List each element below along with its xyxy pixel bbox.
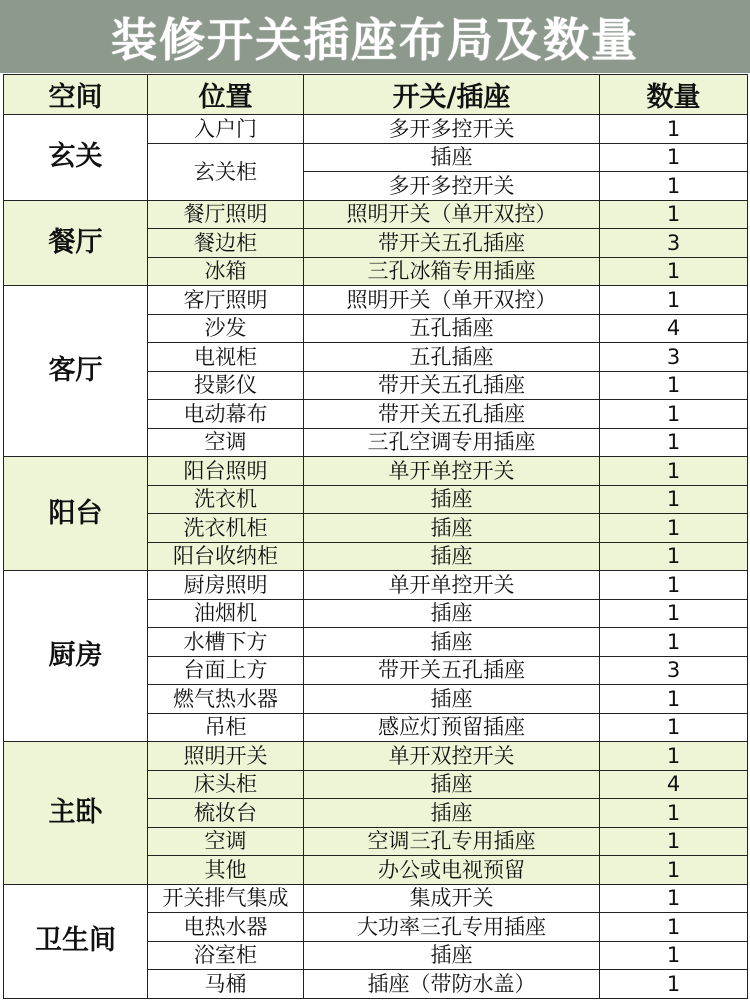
position-cell: 台面上方 — [148, 656, 304, 685]
type-cell: 照明开关（单开双控） — [304, 200, 600, 229]
type-cell: 感应灯预留插座 — [304, 713, 600, 742]
position-cell: 照明开关 — [148, 742, 304, 771]
type-cell: 空调三孔专用插座 — [304, 827, 600, 856]
type-cell: 多开多控开关 — [304, 172, 600, 201]
quantity-cell: 3 — [600, 656, 748, 685]
position-cell: 燃气热水器 — [148, 685, 304, 714]
table-row — [4, 742, 748, 771]
type-cell: 插座 — [304, 542, 600, 571]
position-cell: 电动幕布 — [148, 400, 304, 429]
quantity-cell: 1 — [600, 970, 748, 999]
position-cell: 洗衣机 — [148, 485, 304, 514]
position-cell: 吊柜 — [148, 713, 304, 742]
type-cell: 三孔冰箱专用插座 — [304, 257, 600, 286]
position-cell: 阳台收纳柜 — [148, 542, 304, 571]
space-cell: 卫生间 — [4, 884, 148, 998]
header-row — [4, 75, 748, 115]
quantity-cell: 1 — [600, 827, 748, 856]
position-cell: 客厅照明 — [148, 286, 304, 315]
type-cell: 插座 — [304, 770, 600, 799]
quantity-cell: 1 — [600, 884, 748, 913]
type-cell: 多开多控开关 — [304, 115, 600, 144]
table-body — [4, 115, 748, 999]
title-banner — [0, 0, 750, 73]
quantity-cell: 1 — [600, 742, 748, 771]
type-cell: 五孔插座 — [304, 314, 600, 343]
position-cell: 梳妆台 — [148, 799, 304, 828]
type-cell: 带开关五孔插座 — [304, 656, 600, 685]
quantity-cell: 3 — [600, 343, 748, 372]
quantity-cell: 1 — [600, 257, 748, 286]
type-cell: 插座 — [304, 514, 600, 543]
quantity-cell: 1 — [600, 628, 748, 657]
position-cell: 浴室柜 — [148, 941, 304, 970]
position-cell: 电视柜 — [148, 343, 304, 372]
type-cell: 办公或电视预留 — [304, 856, 600, 885]
quantity-cell: 1 — [600, 371, 748, 400]
type-cell: 三孔空调专用插座 — [304, 428, 600, 457]
quantity-cell: 1 — [600, 685, 748, 714]
space-cell: 餐厅 — [4, 200, 148, 286]
quantity-cell: 1 — [600, 286, 748, 315]
position-cell: 床头柜 — [148, 770, 304, 799]
quantity-cell: 1 — [600, 400, 748, 429]
type-cell: 单开双控开关 — [304, 742, 600, 771]
space-cell: 玄关 — [4, 115, 148, 201]
type-cell: 插座（带防水盖） — [304, 970, 600, 999]
space-cell: 厨房 — [4, 571, 148, 742]
type-cell: 带开关五孔插座 — [304, 229, 600, 258]
quantity-cell: 1 — [600, 599, 748, 628]
position-cell: 空调 — [148, 428, 304, 457]
position-cell: 马桶 — [148, 970, 304, 999]
type-cell: 插座 — [304, 143, 600, 172]
position-cell: 餐厅照明 — [148, 200, 304, 229]
type-cell: 带开关五孔插座 — [304, 371, 600, 400]
type-cell: 插座 — [304, 628, 600, 657]
quantity-cell: 1 — [600, 200, 748, 229]
type-cell: 插座 — [304, 799, 600, 828]
switch-socket-table — [3, 74, 748, 999]
position-cell: 厨房照明 — [148, 571, 304, 600]
position-cell: 沙发 — [148, 314, 304, 343]
quantity-cell: 1 — [600, 115, 748, 144]
space-cell: 阳台 — [4, 457, 148, 571]
space-cell: 主卧 — [4, 742, 148, 885]
quantity-cell: 1 — [600, 713, 748, 742]
table-row — [4, 286, 748, 315]
position-cell: 入户门 — [148, 115, 304, 144]
type-cell: 带开关五孔插座 — [304, 400, 600, 429]
type-cell: 插座 — [304, 941, 600, 970]
header-space: 空间 — [4, 75, 148, 115]
type-cell: 插座 — [304, 685, 600, 714]
position-cell: 油烟机 — [148, 599, 304, 628]
table-row — [4, 457, 748, 486]
type-cell: 大功率三孔专用插座 — [304, 913, 600, 942]
table-row — [4, 200, 748, 229]
type-cell: 插座 — [304, 599, 600, 628]
page-title: 装修开关插座布局及数量 — [111, 12, 639, 67]
position-cell: 玄关柜 — [148, 143, 304, 200]
space-cell: 客厅 — [4, 286, 148, 457]
quantity-cell: 1 — [600, 856, 748, 885]
position-cell: 水槽下方 — [148, 628, 304, 657]
quantity-cell: 1 — [600, 457, 748, 486]
quantity-cell: 1 — [600, 143, 748, 172]
type-cell: 单开单控开关 — [304, 457, 600, 486]
quantity-cell: 4 — [600, 314, 748, 343]
quantity-cell: 3 — [600, 229, 748, 258]
position-cell: 其他 — [148, 856, 304, 885]
position-cell: 空调 — [148, 827, 304, 856]
header-type: 开关/插座 — [304, 75, 600, 115]
position-cell: 餐边柜 — [148, 229, 304, 258]
header-quantity: 数量 — [600, 75, 748, 115]
position-cell: 投影仪 — [148, 371, 304, 400]
table-row — [4, 571, 748, 600]
position-cell: 开关排气集成 — [148, 884, 304, 913]
type-cell: 集成开关 — [304, 884, 600, 913]
type-cell: 照明开关（单开双控） — [304, 286, 600, 315]
quantity-cell: 1 — [600, 428, 748, 457]
quantity-cell: 1 — [600, 941, 748, 970]
type-cell: 五孔插座 — [304, 343, 600, 372]
header-position: 位置 — [148, 75, 304, 115]
type-cell: 单开单控开关 — [304, 571, 600, 600]
quantity-cell: 1 — [600, 514, 748, 543]
table-row — [4, 115, 748, 144]
position-cell: 电热水器 — [148, 913, 304, 942]
quantity-cell: 1 — [600, 913, 748, 942]
table-row — [4, 884, 748, 913]
position-cell: 冰箱 — [148, 257, 304, 286]
position-cell: 阳台照明 — [148, 457, 304, 486]
type-cell: 插座 — [304, 485, 600, 514]
position-cell: 洗衣机柜 — [148, 514, 304, 543]
quantity-cell: 1 — [600, 799, 748, 828]
quantity-cell: 1 — [600, 485, 748, 514]
quantity-cell: 1 — [600, 571, 748, 600]
quantity-cell: 4 — [600, 770, 748, 799]
quantity-cell: 1 — [600, 542, 748, 571]
quantity-cell: 1 — [600, 172, 748, 201]
